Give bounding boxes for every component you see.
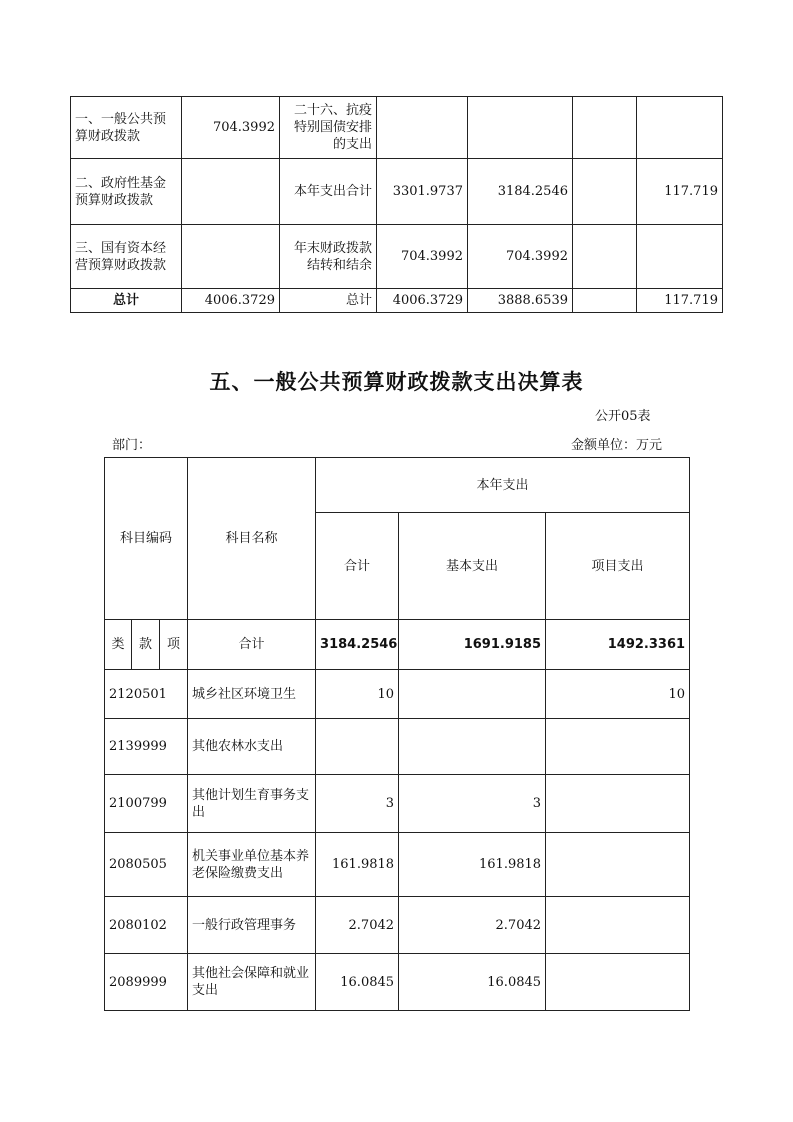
subject-code: 2080505: [105, 833, 188, 897]
total-row: [71, 289, 723, 313]
income-amount: [182, 225, 280, 289]
total-amount: 10: [316, 670, 399, 719]
total-amount: 3184.2546: [316, 620, 399, 670]
basic-amount: 161.9818: [399, 833, 546, 897]
subject-code: 2139999: [105, 719, 188, 775]
basic-amount: 3: [399, 775, 546, 833]
expense-capital: 117.719: [637, 289, 723, 313]
total-amount: [316, 719, 399, 775]
subject-name-header: 科目名称: [188, 458, 316, 620]
table-row: [105, 954, 690, 1011]
basic-amount: [399, 670, 546, 719]
expense-total: 4006.3729: [377, 289, 468, 313]
table-row: [71, 159, 723, 225]
expense-capital: [637, 225, 723, 289]
subject-code: 2089999: [105, 954, 188, 1011]
income-item: 二、政府性基金预算财政拨款: [71, 159, 182, 225]
expense-capital: 117.719: [637, 159, 723, 225]
expense-total: 704.3992: [377, 225, 468, 289]
expense-item: 年末财政拨款结转和结余: [280, 225, 377, 289]
income-item: 一、一般公共预算财政拨款: [71, 97, 182, 159]
expense-total: [377, 97, 468, 159]
basic-header: 基本支出: [399, 513, 546, 620]
expense-fund: [573, 159, 637, 225]
expense-public: [468, 97, 573, 159]
total-amount: 3: [316, 775, 399, 833]
expense-total-label: 总计: [280, 289, 377, 313]
table-row: [71, 97, 723, 159]
total-header: 合计: [316, 513, 399, 620]
kuan-header: 款: [132, 620, 160, 670]
summary-table: [70, 96, 723, 313]
subject-name: 其他社会保障和就业支出: [188, 954, 316, 1011]
page-title: 五、一般公共预算财政拨款支出决算表: [209, 370, 584, 394]
total-amount: 16.0845: [316, 954, 399, 1011]
header-row: [105, 458, 690, 513]
subject-name: 其他农林水支出: [188, 719, 316, 775]
expense-fund: [573, 289, 637, 313]
project-header: 项目支出: [546, 513, 690, 620]
expense-fund: [573, 97, 637, 159]
expenditure-table: [104, 457, 690, 1011]
total-amount: 2.7042: [316, 897, 399, 954]
table-row: [71, 225, 723, 289]
basic-amount: 16.0845: [399, 954, 546, 1011]
basic-amount: 1691.9185: [399, 620, 546, 670]
expense-public: 3888.6539: [468, 289, 573, 313]
department-label: 部门：: [112, 438, 152, 453]
project-amount: [546, 719, 690, 775]
income-amount: [182, 159, 280, 225]
table-row: [105, 775, 690, 833]
subject-code-header: 科目编码: [105, 458, 188, 620]
subject-code: 2120501: [105, 670, 188, 719]
subject-code: 2080102: [105, 897, 188, 954]
basic-amount: [399, 719, 546, 775]
expense-public: 704.3992: [468, 225, 573, 289]
project-amount: [546, 833, 690, 897]
expense-fund: [573, 225, 637, 289]
project-amount: 1492.3361: [546, 620, 690, 670]
lei-header: 类: [105, 620, 132, 670]
project-amount: [546, 775, 690, 833]
total-label: 合计: [188, 620, 316, 670]
table-row: [105, 719, 690, 775]
subject-name: 其他计划生育事务支出: [188, 775, 316, 833]
subject-name: 机关事业单位基本养老保险缴费支出: [188, 833, 316, 897]
total-amount: 161.9818: [316, 833, 399, 897]
project-amount: [546, 897, 690, 954]
expense-total: 3301.9737: [377, 159, 468, 225]
unit-label: 金额单位：万元: [571, 438, 663, 453]
income-amount: 704.3992: [182, 97, 280, 159]
total-row: [105, 620, 690, 670]
expense-capital: [637, 97, 723, 159]
project-amount: 10: [546, 670, 690, 719]
expense-item: 本年支出合计: [280, 159, 377, 225]
basic-amount: 2.7042: [399, 897, 546, 954]
form-number: 公开05表: [595, 409, 651, 424]
table-row: [105, 833, 690, 897]
income-total-amount: 4006.3729: [182, 289, 280, 313]
subject-name: 一般行政管理事务: [188, 897, 316, 954]
total-label: 总计: [71, 289, 182, 313]
current-year-header: 本年支出: [316, 458, 690, 513]
subject-code: 2100799: [105, 775, 188, 833]
xiang-header: 项: [160, 620, 188, 670]
table-row: [105, 670, 690, 719]
income-item: 三、国有资本经营预算财政拨款: [71, 225, 182, 289]
expense-public: 3184.2546: [468, 159, 573, 225]
subject-name: 城乡社区环境卫生: [188, 670, 316, 719]
project-amount: [546, 954, 690, 1011]
table-row: [105, 897, 690, 954]
expense-item: 二十六、抗疫特别国债安排的支出: [280, 97, 377, 159]
